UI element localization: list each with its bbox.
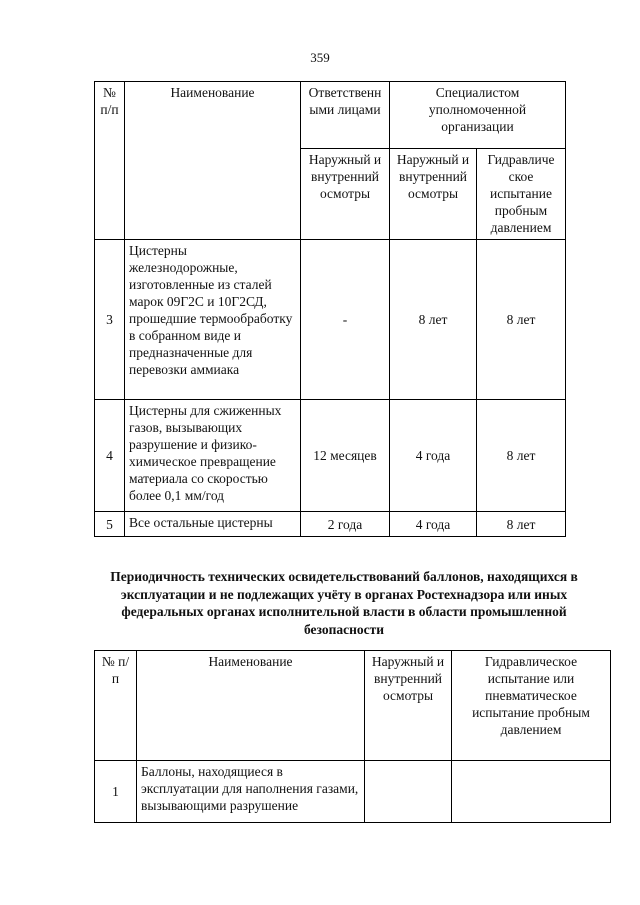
row-inspection: [365, 761, 452, 823]
header-name: Наименование: [137, 651, 365, 761]
row-responsible: -: [301, 240, 390, 400]
row-hydraulic: 8 лет: [477, 512, 566, 537]
row-name: Все остальные цистерны: [125, 512, 301, 537]
table-row: [95, 761, 611, 823]
row-responsible: 12 месяцев: [301, 400, 390, 512]
row-specialist-inspection: 8 лет: [390, 240, 477, 400]
header-sub-specialist-inspection: Наружный и внутренний осмотры: [390, 149, 477, 240]
row-name: Цистерны для сжиженных газов, вызывающих разрушение и физико-химическое превращение материала со скоростью более 0,1 мм/год: [125, 400, 301, 512]
header-num: № п/п: [95, 82, 125, 240]
header-responsible: Ответственн ыми лицами: [301, 82, 390, 149]
header-sub-specialist-hydraulic: Гидравличе ское испытание пробным давлением: [477, 149, 566, 240]
header-sub-responsible: Наружный и внутренний осмотры: [301, 149, 390, 240]
header-specialist: Специалистом уполномоченной организации: [390, 82, 566, 149]
table-row: [95, 512, 566, 537]
row-num: 5: [95, 512, 125, 537]
row-num: 4: [95, 400, 125, 512]
row-name: Баллоны, находящиеся в эксплуатации для наполнения газами, вызывающими разрушение: [137, 761, 365, 823]
table-row: [95, 400, 566, 512]
header-num: № п/п: [95, 651, 137, 761]
row-specialist-inspection: 4 года: [390, 512, 477, 537]
inspection-table-cylinders: [94, 650, 611, 823]
row-hydraulic: [452, 761, 611, 823]
row-name: Цистерны железнодорожные, изготовленные из сталей марок 09Г2С и 10Г2СД, прошедшие термообработку в собранном виде и предназначенные для перевозки аммиака: [125, 240, 301, 400]
row-num: 1: [95, 761, 137, 823]
header-name: Наименование: [125, 82, 301, 240]
inspection-table-tanks: [94, 81, 566, 537]
header-inspection: Наружный и внутренний осмотры: [365, 651, 452, 761]
section-heading: Периодичность технических освидетельствований баллонов, находящихся в эксплуатации и не подлежащих учёту в органах Ростехнадзора или иных федеральных органах исполнительной власти в области промышленной безопасности: [110, 569, 578, 637]
table-row: [95, 240, 566, 400]
row-responsible: 2 года: [301, 512, 390, 537]
row-specialist-inspection: 4 года: [390, 400, 477, 512]
row-hydraulic: 8 лет: [477, 400, 566, 512]
row-num: 3: [95, 240, 125, 400]
page-number: 359: [310, 50, 330, 65]
header-hydraulic: Гидравлическое испытание или пневматическое испытание пробным давлением: [452, 651, 611, 761]
row-hydraulic: 8 лет: [477, 240, 566, 400]
